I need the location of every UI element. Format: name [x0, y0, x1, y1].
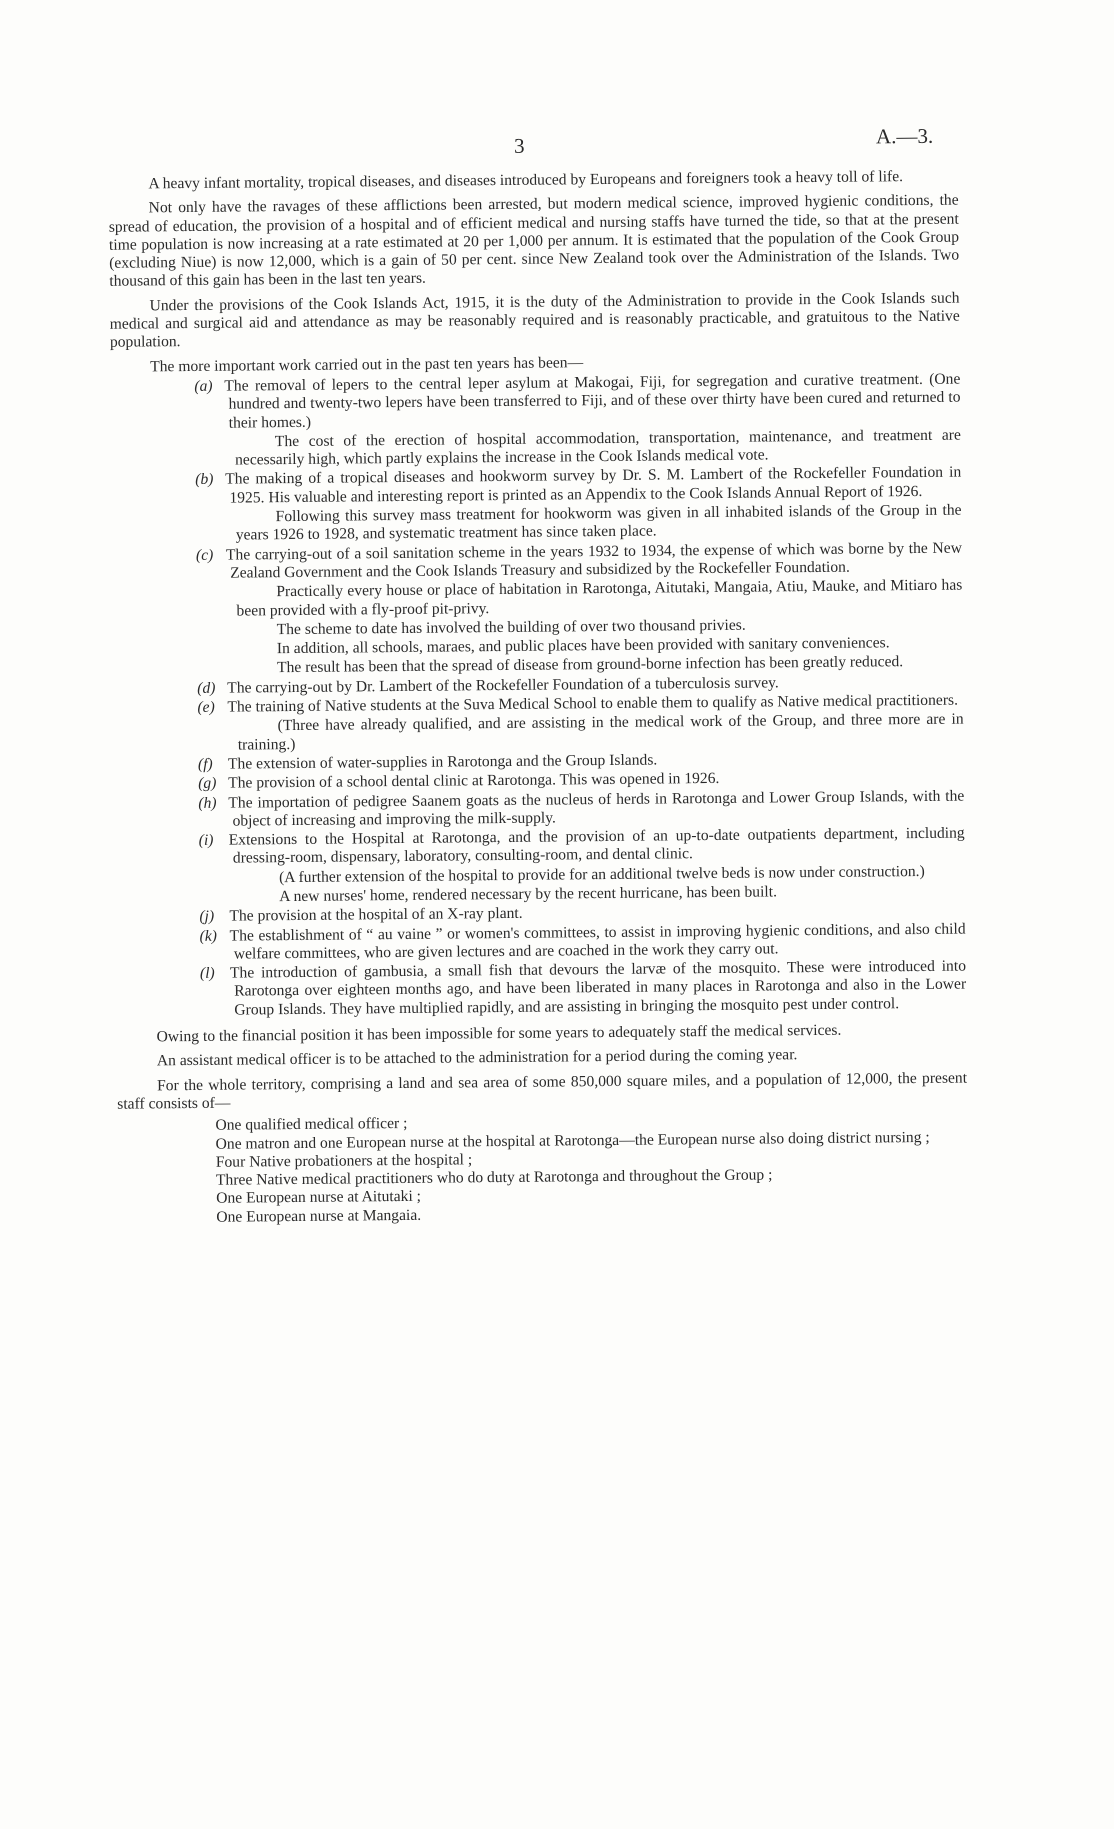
series-code: A.—3. — [875, 123, 934, 149]
item-text: The carrying-out by Dr. Lambert of the Rockefeller Foundation of a tuberculosis survey. — [227, 674, 779, 697]
item-text: The removal of lepers to the central leper asylum at Makogai, Fiji, for segregation and curative treatment. (One hundred and twenty-two lepers have been transferred to Fiji, and of these over thirty have been cured and returned to their homes.) — [224, 370, 961, 432]
staff-entry: One European nurse at Aitutaki ; — [216, 1188, 422, 1208]
work-item — [198, 824, 965, 869]
item-note: (A further extension of the hospital to provide for an additional twelve beds is now under construction.) — [278, 862, 925, 886]
item-label: (h) — [198, 794, 217, 812]
staff-entry: One qualified medical officer ; — [215, 1115, 408, 1135]
item-note: The scheme to date has involved the building of over two thousand privies. — [276, 616, 746, 638]
staff-intro: For the whole territory, comprising a land and sea area of some 850,000 square miles, and a population of 12,000, the present staff consists of— — [117, 1069, 968, 1113]
item-text: The carrying-out of a soil sanitation scheme in the years 1932 to 1934, the expense of which was borne by the New Zealand Government and the Cook Islands Treasury and subsidized by the Rockefeller Foundation. — [225, 539, 963, 582]
document-body — [108, 168, 968, 1228]
item-label: (c) — [195, 546, 214, 564]
item-label: (a) — [194, 377, 213, 395]
item-text: The provision of a school dental clinic at Rarotonga. This was opened in 1926. — [228, 770, 720, 792]
item-text: The provision at the hospital of an X-ray plant. — [229, 905, 523, 925]
item-note: The result has been that the spread of disease from ground-borne infection has been greatly reduced. — [276, 653, 904, 677]
item-note: In addition, all schools, maraes, and public places have been provided with sanitary conveniences. — [276, 634, 890, 658]
staff-entry: Four Native probationers at the hospital ; — [215, 1151, 473, 1171]
item-note: Practically every house or place of habitation in Rarotonga, Aitutaki, Mangaia, Atiu, Mauke, and Mitiaro has been provided with a fly-proof pit-privy. — [236, 576, 963, 620]
staff-entry: One matron and one European nurse at the hospital at Rarotonga—the European nurse also doing district nursing ; — [215, 1128, 930, 1153]
paragraph: Not only have the ravages of these afflictions been arrested, but modern medical science, improved hygienic conditions, the spread of education, the provision of a hospital and of efficient medical and nursing staffs have turned the tide, so that at the present time population is now increasing at a rate estimated at 20 per 1,000 per annum. It is estimated that the population of the Cook Group (excluding Niue) is now 12,000, which is a gain of 50 per cent. since New Zealand took over the Administration of the Islands. Two thousand of this gain has been in the last ten years. — [108, 191, 960, 291]
work-item — [199, 957, 967, 1020]
paragraph: Owing to the financial position it has been impossible for some years to adequately staff the medical services. — [156, 1021, 842, 1046]
item-note: The cost of the erection of hospital accommodation, transportation, maintenance, and treatment are necessarily high, which partly explains the increase in the Cook Islands medical vote. — [234, 426, 961, 469]
page-number: 3 — [513, 133, 525, 158]
item-label: (j) — [199, 908, 215, 926]
paragraph: An assistant medical officer is to be attached to the administration for a period during the coming year. — [156, 1046, 798, 1070]
work-item — [198, 787, 965, 831]
item-label: (i) — [198, 831, 214, 850]
item-text: The importation of pedigree Saanem goats as the nucleus of herds in Rarotonga and Lower Group Islands, with the object of increasing and improving the milk-supply. — [228, 787, 965, 830]
item-text: The introduction of gambusia, a small fish that devours the larvæ of the mosquito. These were introduced into Rarotonga over eighteen months ago, and have been liberated in many places in Rarotonga and also in the Lower Group Islands. They have multiplied rapidly, and are assisting in bringing the mosquito pest under control. — [229, 957, 967, 1019]
work-item — [195, 539, 963, 583]
work-item — [195, 464, 962, 508]
item-text: The establishment of “ au vaine ” or women's committees, to assist in improving hygienic conditions, and also child welfare committees, who are given lectures and are coached in the work they carry out. — [229, 920, 966, 963]
staff-entry: One European nurse at Mangaia. — [216, 1206, 422, 1226]
item-label: (b) — [195, 471, 214, 489]
item-note: Following this survey mass treatment for hookworm was given in all inhabited islands of the Group in the years 1926 to 1928, and systematic treatment has since taken place. — [235, 501, 962, 544]
work-list-intro: The more important work carried out in the past ten years has been— — [150, 353, 584, 376]
item-label: (k) — [199, 927, 218, 945]
staff-entry: Three Native medical practitioners who do duty at Rarotonga and throughout the Group ; — [215, 1166, 773, 1189]
item-text: The making of a tropical diseases and hookworm survey by Dr. S. M. Lambert of the Rockefeller Foundation in 1925. His valuable and interesting report is printed as an Appendix to the Cook Islands Annual Report of 1926. — [225, 464, 962, 507]
item-label: (l) — [199, 964, 215, 983]
paragraph: A heavy infant mortality, tropical diseases, and diseases introduced by Europeans and foreigners took a heavy toll of life. — [148, 168, 904, 193]
item-label: (f) — [197, 755, 213, 773]
item-label: (e) — [197, 698, 215, 716]
paragraph: Under the provisions of the Cook Islands Act, 1915, it is the duty of the Administration to provide in the Cook Islands such medical and surgical aid and attendance as may be reasonably required and is reasonably practicable, and gratuitous to the Native population. — [109, 289, 960, 352]
item-text: Extensions to the Hospital at Rarotonga, and the provision of an up-to-date outpatients department, including dressing-room, dispensary, laboratory, consulting-room, and dental clinic. — [228, 824, 965, 867]
item-text: The training of Native students at the Suva Medical School to enable them to qualify as Native medical practitioners. — [227, 691, 959, 716]
work-item — [199, 920, 966, 964]
item-label: (g) — [198, 774, 217, 793]
staff-list — [215, 1110, 968, 1227]
work-item — [194, 370, 961, 433]
item-text: The extension of water-supplies in Rarotonga and the Group Islands. — [227, 751, 658, 773]
item-note: (Three have already qualified, and are assisting in the medical work of the Group, and three more are in training.) — [237, 710, 964, 754]
item-note: A new nurses' home, rendered necessary by the recent hurricane, has been built. — [279, 883, 778, 906]
item-label: (d) — [197, 679, 216, 697]
